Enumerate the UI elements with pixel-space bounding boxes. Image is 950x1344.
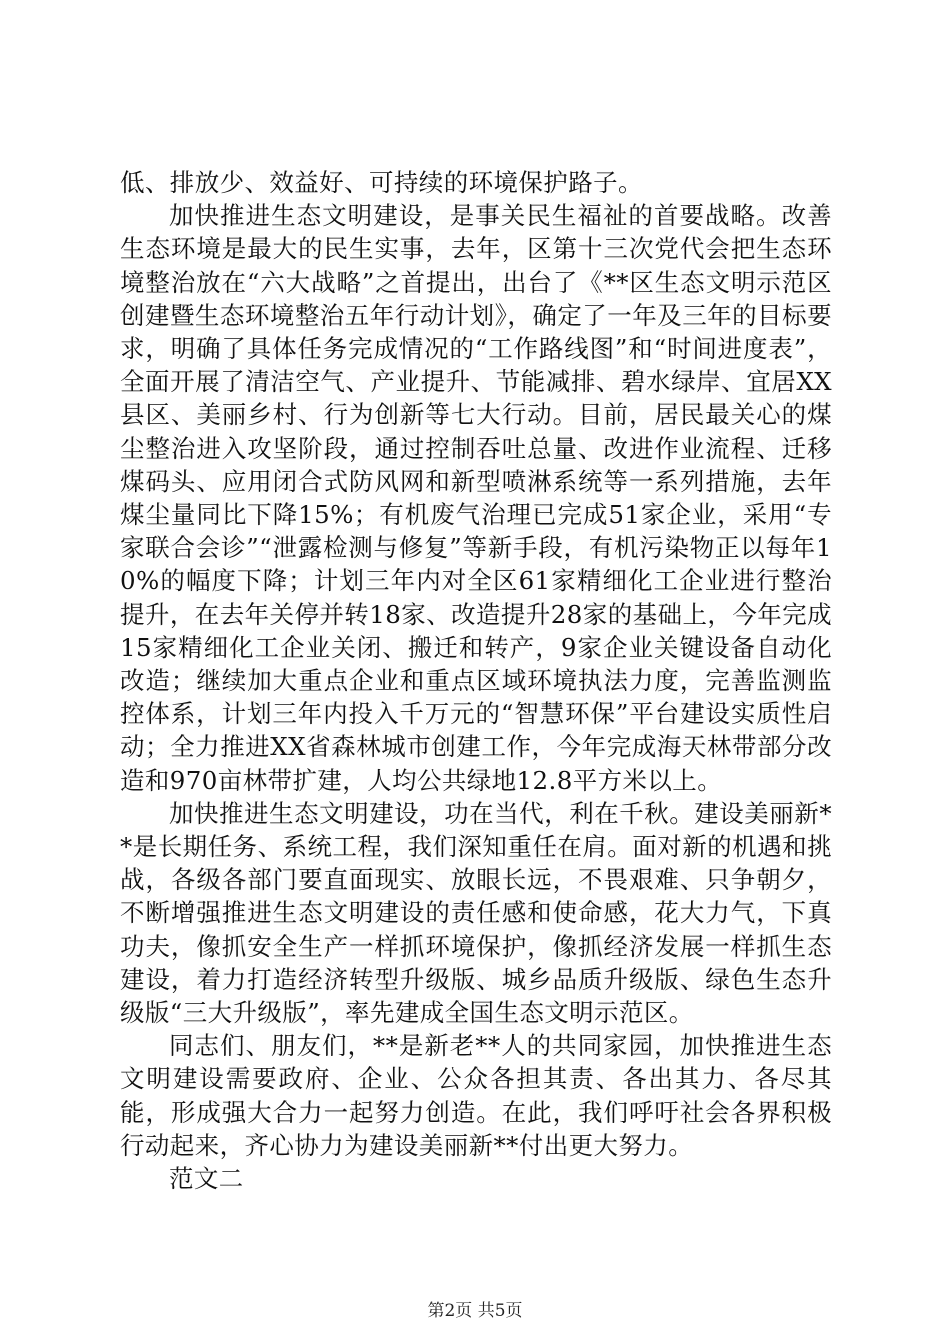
page-footer: 第2页 共5页 [427, 1301, 523, 1321]
paragraph-continuation: 低、排放少、效益好、可持续的环境保护路子。 [120, 168, 643, 197]
section-heading-sample-two: 范文二 [169, 1164, 244, 1194]
document-body [120, 166, 832, 1195]
paragraph-long-term-task: 加快推进生态文明建设，功在当代，利在千秋。建设美丽新**是长期任务、系统工程，我们深知重任在肩。面对新的机遇和挑战，各级各部门要直面现实、放眼长远，不畏艰难、只争朝夕，不断增强推进生态文明建设的责任感和使命感，花大力气，下真功夫，像抓安全生产一样抓环境保护，像抓经济发展一样抓生态建设，着力打造经济转型升级版、城乡品质升级版、绿色生态升级版“三大升级版”，率先建成全国生态文明示范区。 [120, 798, 832, 1028]
paragraph-ecological-strategy: 加快推进生态文明建设，是事关民生福祉的首要战略。改善生态环境是最大的民生实事，去年，区第十三次党代会把生态环境整治放在“六大战略”之首提出，出台了《**区生态文明示范区创建暨生态环境整治五年行动计划》，确定了一年及三年的目标要求，明确了具体任务完成情况的“工作路线图”和“时间进度表”，全面开展了清洁空气、产业提升、节能减排、碧水绿岸、宜居XX县区、美丽乡村、行为创新等七大行动。目前，居民最关心的煤尘整治进入攻坚阶段，通过控制吞吐总量、改进作业流程、迁移煤码头、应用闭合式防风网和新型喷淋系统等一系列措施，去年煤尘量同比下降15%；有机废气治理已完成51家企业，采用“专家联合会诊”“泄露检测与修复”等新手段，有机污染物正以每年10%的幅度下降；计划三年内对全区61家精细化工企业进行整治提升，在去年关停并转18家、改造提升28家的基础上，今年完成15家精细化工企业关闭、搬迁和转产，9家企业关键设备自动化改造；继续加大重点企业和重点区域环境执法力度，完善监测监控体系，计划三年内投入千万元的“智慧环保”平台建设实质性启动；全力推进XX省森林城市创建工作，今年完成海天林带部分改造和970亩林带扩建，人均公共绿地12.8平方米以上。 [120, 201, 832, 795]
paragraph-call-to-action: 同志们、朋友们，**是新老**人的共同家园，加快推进生态文明建设需要政府、企业、公众各担其责、各出其力、各尽其能，形成强大合力一起努力创造。在此，我们呼吁社会各界积极行动起来，齐心协力为建设美丽新**付出更大努力。 [120, 1031, 832, 1160]
